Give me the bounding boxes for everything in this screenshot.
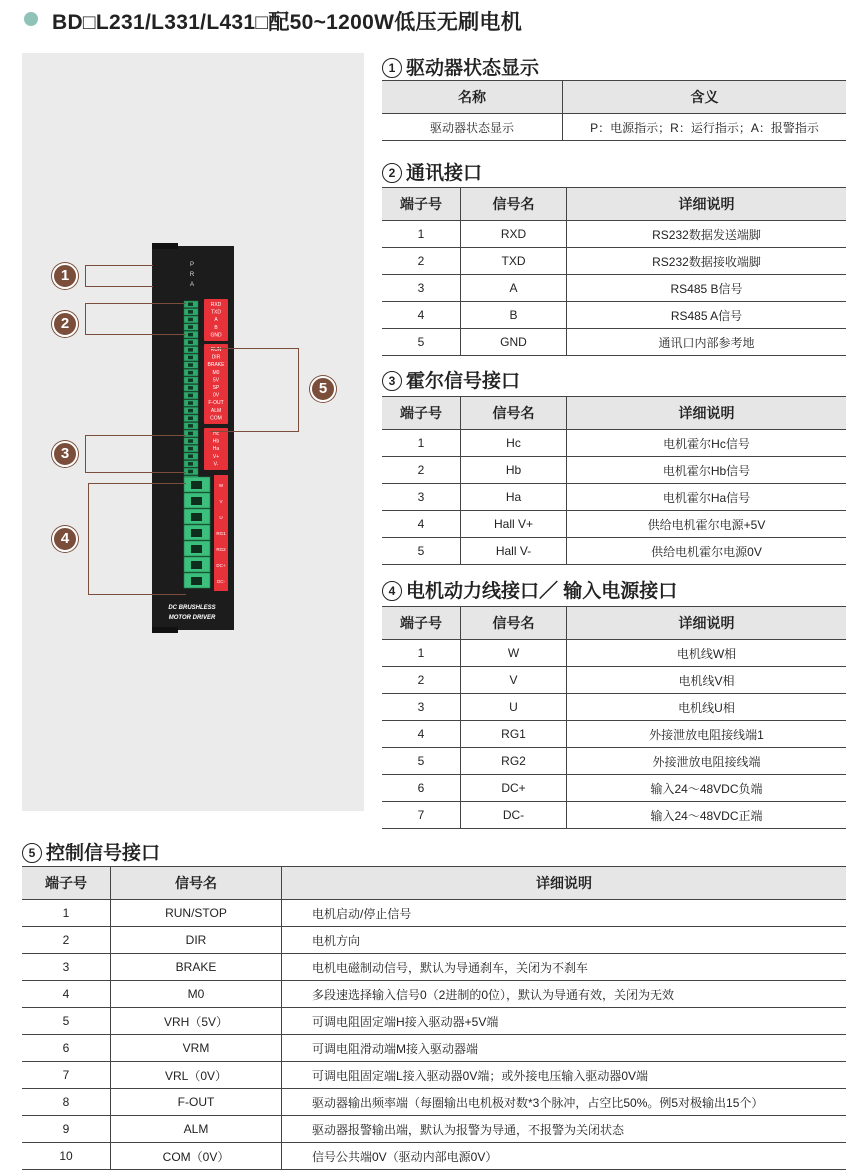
col-header: 信号名	[461, 397, 567, 430]
terminal-screw	[188, 470, 193, 474]
signal-name-cell: DC-	[461, 802, 567, 829]
terminal-number-cell: 2	[382, 667, 461, 694]
section1-title	[382, 53, 539, 80]
callout-marker-1: 1	[52, 263, 78, 289]
signal-name-cell: BRAKE	[111, 954, 282, 981]
terminal-screw	[188, 318, 193, 322]
terminal-number-cell: 3	[382, 275, 461, 302]
description-cell: 信号公共端0V（驱动内部电源0V）	[282, 1143, 847, 1170]
table-row	[382, 329, 846, 356]
col-header: 名称	[382, 81, 563, 114]
section2-title-text: 通讯接口	[406, 163, 483, 184]
terminal-label: TXD	[211, 309, 221, 316]
terminal-number-cell: 5	[382, 329, 461, 356]
driver-cap-top	[152, 243, 178, 249]
signal-name-cell: RG2	[461, 748, 567, 775]
table-row	[382, 221, 846, 248]
description-cell: RS232数据接收端脚	[567, 248, 847, 275]
description-cell: 供给电机霍尔电源+5V	[567, 511, 847, 538]
hall-signal-table	[382, 396, 846, 565]
terminal-screw	[188, 455, 193, 459]
section5-title	[22, 838, 160, 865]
terminal-screw	[188, 356, 193, 360]
table-row	[382, 775, 846, 802]
comm-interface-table	[382, 187, 846, 356]
description-cell: 电机方向	[282, 927, 847, 954]
table-row	[382, 457, 846, 484]
description-cell: 输入24～48VDC负端	[567, 775, 847, 802]
terminal-label: BRAKE	[207, 362, 225, 369]
signal-name-cell: TXD	[461, 248, 567, 275]
terminal-label: F-OUT	[208, 400, 224, 407]
terminal-label: 0V	[212, 392, 220, 399]
description-cell: 电机霍尔Hc信号	[567, 430, 847, 457]
terminal-number-cell: 1	[382, 640, 461, 667]
terminal-number-cell: 10	[22, 1143, 111, 1170]
table-row	[382, 114, 846, 141]
terminal-screw	[188, 439, 193, 443]
table-row	[22, 1089, 846, 1116]
signal-name-cell: VRH（5V）	[111, 1008, 282, 1035]
status-letter: R	[189, 272, 195, 278]
power-interface-table	[382, 606, 846, 829]
table-row	[382, 538, 846, 565]
description-cell: RS485 A信号	[567, 302, 847, 329]
callout-line-1	[85, 265, 153, 287]
terminal-screw	[188, 417, 193, 421]
callout-marker-5: 5	[310, 376, 336, 402]
callout-line-3	[85, 435, 186, 473]
terminal-screw	[188, 394, 193, 398]
col-header: 含义	[563, 81, 847, 114]
signal-name-cell: W	[461, 640, 567, 667]
power-terminal-hole	[191, 513, 202, 521]
table-row	[382, 275, 846, 302]
signal-name-cell: U	[461, 694, 567, 721]
description-cell: 输入24～48VDC正端	[567, 802, 847, 829]
section4-title	[382, 576, 677, 603]
terminal-screw	[188, 462, 193, 466]
signal-name-cell: DC+	[461, 775, 567, 802]
terminal-screw	[188, 409, 193, 413]
terminal-label: 5V	[212, 377, 220, 384]
power-terminal-hole	[191, 577, 202, 585]
terminal-screw	[188, 325, 193, 329]
terminal-number-cell: 2	[382, 248, 461, 275]
power-terminal-hole	[191, 545, 202, 553]
signal-name-cell: Hall V-	[461, 538, 567, 565]
status-table	[382, 80, 846, 141]
section4-title-text: 电机动力线接口／ 输入电源接口	[406, 581, 678, 602]
terminal-label: COM	[210, 415, 222, 422]
description-cell: RS485 B信号	[567, 275, 847, 302]
terminal-screw	[188, 310, 193, 314]
signal-name-cell: VRL（0V）	[111, 1062, 282, 1089]
table-row	[382, 511, 846, 538]
col-header: 详细说明	[567, 607, 847, 640]
table-row	[22, 1116, 846, 1143]
section2-title	[382, 158, 482, 185]
description-cell: 电机线U相	[567, 694, 847, 721]
signal-name-cell: Hc	[461, 430, 567, 457]
signal-name-cell: ALM	[111, 1116, 282, 1143]
terminal-number-cell: 6	[382, 775, 461, 802]
power-terminal-hole	[191, 481, 202, 489]
signal-name-cell: B	[461, 302, 567, 329]
col-header: 详细说明	[567, 188, 847, 221]
terminal-number-cell: 3	[382, 484, 461, 511]
table-row	[382, 248, 846, 275]
terminal-label: M0	[212, 369, 220, 376]
power-label: U	[219, 515, 223, 520]
terminal-number-cell: 9	[22, 1116, 111, 1143]
signal-name-cell: M0	[111, 981, 282, 1008]
section1-number: 1	[382, 58, 402, 78]
table-row	[382, 484, 846, 511]
signal-name-cell: RUN/STOP	[111, 900, 282, 927]
callout-marker-3: 3	[52, 441, 78, 467]
terminal-number-cell: 4	[22, 981, 111, 1008]
description-cell: 电机启动/停止信号	[282, 900, 847, 927]
table-row	[382, 721, 846, 748]
description-cell: 电机霍尔Ha信号	[567, 484, 847, 511]
power-label: V	[219, 499, 223, 504]
terminal-label: GND	[210, 332, 222, 339]
callout-marker-2: 2	[52, 311, 78, 337]
signal-name-cell: A	[461, 275, 567, 302]
power-terminal-hole	[191, 529, 202, 537]
table-row	[22, 1035, 846, 1062]
section5-title-text: 控制信号接口	[46, 843, 161, 864]
driver-image-panel	[22, 53, 364, 811]
terminal-screw	[188, 371, 193, 375]
table-row	[382, 802, 846, 829]
signal-name-cell: Ha	[461, 484, 567, 511]
terminal-number-cell: 4	[382, 511, 461, 538]
table-row	[22, 900, 846, 927]
table-row	[382, 640, 846, 667]
terminal-number-cell: 4	[382, 721, 461, 748]
description-cell: 电机线W相	[567, 640, 847, 667]
terminal-label: RXD	[210, 302, 222, 308]
power-label: RG2	[216, 547, 226, 552]
terminal-screw	[188, 363, 193, 367]
table-row	[22, 954, 846, 981]
description-cell: 供给电机霍尔电源0V	[567, 538, 847, 565]
callout-marker-4: 4	[52, 526, 78, 552]
col-header: 端子号	[382, 188, 461, 221]
power-label: RG1	[216, 531, 226, 536]
section4-number: 4	[382, 581, 402, 601]
terminal-screw	[188, 303, 193, 307]
description-cell: 电机电磁制动信号，默认为导通刹车，关闭为不刹车	[282, 954, 847, 981]
brand-line2: MOTOR DRIVER	[168, 615, 216, 621]
signal-name-cell: DIR	[111, 927, 282, 954]
terminal-label: V-	[213, 461, 219, 468]
description-cell: 可调电阻滑动端M接入驱动器端	[282, 1035, 847, 1062]
power-label: DC+	[216, 563, 226, 568]
terminal-number-cell: 2	[382, 457, 461, 484]
table-header-row	[382, 188, 846, 221]
table-row	[22, 927, 846, 954]
description-cell: 电机线V相	[567, 667, 847, 694]
table-header-row	[22, 867, 846, 900]
description-cell: 电机霍尔Hb信号	[567, 457, 847, 484]
table-row	[382, 302, 846, 329]
col-header: 信号名	[461, 188, 567, 221]
terminal-number-cell: 7	[382, 802, 461, 829]
description-cell: 外接泄放电阻接线端1	[567, 721, 847, 748]
terminal-label: Hb	[212, 438, 220, 445]
terminal-number-cell: 3	[382, 694, 461, 721]
section2-number: 2	[382, 163, 402, 183]
terminal-label: ALM	[210, 407, 222, 414]
description-cell: 外接泄放电阻接线端	[567, 748, 847, 775]
power-terminal-hole	[191, 497, 202, 505]
terminal-number-cell: 1	[382, 221, 461, 248]
signal-name-cell: COM（0V）	[111, 1143, 282, 1170]
terminal-screw	[188, 341, 193, 345]
terminal-number-cell: 2	[22, 927, 111, 954]
signal-name-cell: RG1	[461, 721, 567, 748]
terminal-number-cell: 5	[382, 538, 461, 565]
table-cell: 驱动器状态显示	[382, 114, 563, 141]
table-header-row	[382, 81, 846, 114]
terminal-label: B	[214, 324, 218, 331]
terminal-number-cell: 4	[382, 302, 461, 329]
terminal-number-cell: 6	[22, 1035, 111, 1062]
table-row	[22, 981, 846, 1008]
col-header: 端子号	[382, 397, 461, 430]
terminal-number-cell: 1	[382, 430, 461, 457]
status-letter: A	[189, 282, 195, 288]
terminal-screw	[188, 447, 193, 451]
callout-line-5	[207, 348, 299, 432]
col-header: 端子号	[382, 607, 461, 640]
signal-name-cell: V	[461, 667, 567, 694]
terminal-number-cell: 5	[22, 1008, 111, 1035]
page-title: BD□L231/L331/L431□配50~1200W低压无刷电机	[52, 11, 523, 34]
header-bullet-dot	[24, 12, 38, 26]
signal-name-cell: F-OUT	[111, 1089, 282, 1116]
description-cell: 可调电阻固定端H接入驱动器+5V端	[282, 1008, 847, 1035]
terminal-screw	[188, 432, 193, 436]
terminal-number-cell: 8	[22, 1089, 111, 1116]
terminal-screw	[188, 333, 193, 337]
control-signal-table	[22, 866, 846, 1170]
description-cell: 多段速选择输入信号0（2进制的0位），默认为导通有效，关闭为无效	[282, 981, 847, 1008]
terminal-label: V+	[212, 453, 220, 460]
section3-title-text: 霍尔信号接口	[406, 371, 521, 392]
terminal-number-cell: 5	[382, 748, 461, 775]
terminal-number-cell: 3	[22, 954, 111, 981]
terminal-screw	[188, 386, 193, 390]
terminal-screw	[188, 379, 193, 383]
terminal-screw	[188, 424, 193, 428]
table-cell: P：电源指示；R：运行指示；A：报警指示	[563, 114, 847, 141]
power-terminal-hole	[191, 561, 202, 569]
table-header-row	[382, 397, 846, 430]
power-label: DC-	[217, 579, 225, 584]
signal-name-cell: Hb	[461, 457, 567, 484]
section3-title	[382, 366, 520, 393]
col-header: 信号名	[111, 867, 282, 900]
terminal-screw	[188, 401, 193, 405]
description-cell: 通讯口内部参考地	[567, 329, 847, 356]
terminal-label: A	[214, 317, 218, 324]
section5-number: 5	[22, 843, 42, 863]
callout-line-4	[88, 483, 186, 595]
terminal-label: Hc	[212, 431, 220, 437]
table-row	[22, 1143, 846, 1170]
col-header: 信号名	[461, 607, 567, 640]
terminal-label: Ha	[212, 446, 220, 453]
description-cell: 可调电阻固定端L接入驱动器0V端；或外接电压输入驱动器0V端	[282, 1062, 847, 1089]
col-header: 详细说明	[282, 867, 847, 900]
table-header-row	[382, 607, 846, 640]
col-header: 详细说明	[567, 397, 847, 430]
col-header: 端子号	[22, 867, 111, 900]
table-row	[382, 667, 846, 694]
power-label: W	[218, 483, 224, 488]
section1-title-text: 驱动器状态显示	[406, 58, 540, 79]
terminal-number-cell: 7	[22, 1062, 111, 1089]
terminal-label: SP	[212, 385, 220, 391]
description-cell: RS232数据发送端脚	[567, 221, 847, 248]
description-cell: 驱动器报警输出端，默认为报警为导通，不报警为关闭状态	[282, 1116, 847, 1143]
terminal-number-cell: 1	[22, 900, 111, 927]
status-letter: P	[189, 262, 195, 268]
section3-number: 3	[382, 371, 402, 391]
table-row	[22, 1008, 846, 1035]
terminal-label: RUN	[210, 347, 222, 353]
terminal-screw	[188, 348, 193, 352]
driver-illustration	[22, 53, 364, 811]
driver-cap-bottom	[152, 627, 178, 633]
description-cell: 驱动器输出频率端（每圈输出电机极对数*3个脉冲，占空比50%。例5对极输出15个）	[282, 1089, 847, 1116]
signal-name-cell: Hall V+	[461, 511, 567, 538]
table-row	[382, 430, 846, 457]
table-row	[22, 1062, 846, 1089]
table-row	[382, 694, 846, 721]
brand-line1: DC BRUSHLESS	[168, 605, 216, 611]
signal-name-cell: VRM	[111, 1035, 282, 1062]
callout-line-2	[85, 303, 186, 335]
signal-name-cell: RXD	[461, 221, 567, 248]
terminal-label: DIR	[211, 354, 221, 361]
table-row	[382, 748, 846, 775]
signal-name-cell: GND	[461, 329, 567, 356]
